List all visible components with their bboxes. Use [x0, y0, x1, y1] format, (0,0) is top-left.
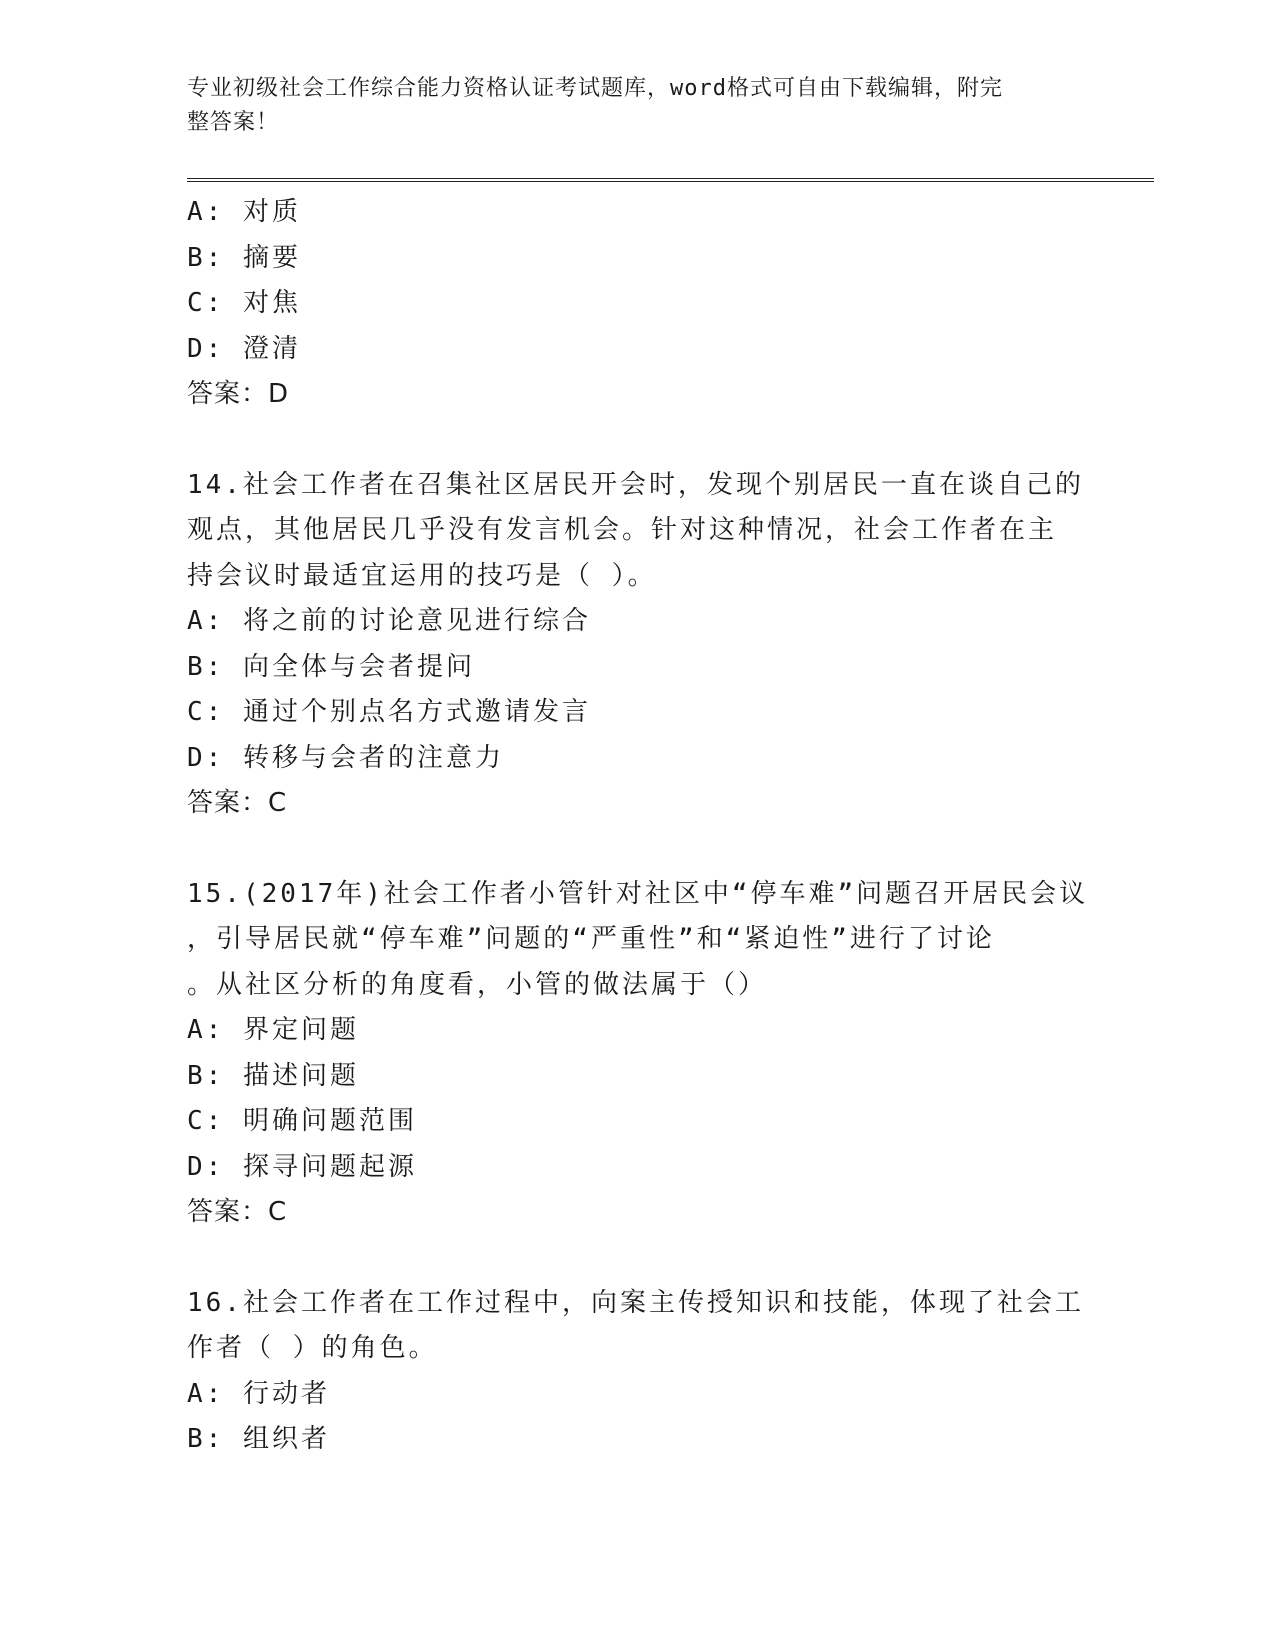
- question-13-block: [187, 190, 1087, 418]
- answer-line: 答案：D: [187, 379, 290, 409]
- question-text-line: 持会议时最适宜运用的技巧是（ ）。: [187, 560, 657, 591]
- header-line-2: 整答案！: [187, 110, 280, 135]
- option-a: A: 界定问题: [187, 1015, 359, 1045]
- option-a: A: 对质: [187, 197, 301, 227]
- question-text-line: 15.(2017年)社会工作者小管针对社区中“停车难”问题召开居民会议: [187, 878, 1089, 909]
- question-text-line: 作者（ ）的角色。: [187, 1333, 438, 1363]
- document-header: [187, 72, 1087, 140]
- question-15-block: [187, 872, 1087, 1236]
- option-d: D: 探寻问题起源: [187, 1151, 417, 1182]
- option-d: D: 澄清: [187, 333, 301, 364]
- header-divider: [187, 178, 1154, 182]
- option-c: C: 通过个别点名方式邀请发言: [187, 697, 591, 727]
- header-line-1: 专业初级社会工作综合能力资格认证考试题库，word格式可自由下载编辑，附完: [187, 76, 1003, 101]
- option-c: C: 对焦: [187, 288, 301, 318]
- question-text-line: 。从社区分析的角度看，小管的做法属于（）: [187, 969, 768, 1000]
- question-16-block: [187, 1281, 1087, 1463]
- option-b: B: 向全体与会者提问: [187, 651, 475, 682]
- answer-line: 答案：C: [187, 1197, 288, 1227]
- option-a: A: 将之前的讨论意见进行综合: [187, 606, 591, 636]
- option-b: B: 组织者: [187, 1424, 330, 1454]
- option-b: B: 摘要: [187, 242, 301, 273]
- option-a: A: 行动者: [187, 1378, 330, 1409]
- option-d: D: 转移与会者的注意力: [187, 742, 504, 773]
- option-c: C: 明确问题范围: [187, 1106, 417, 1136]
- question-text-line: 观点，其他居民几乎没有发言机会。针对这种情况，社会工作者在主: [187, 515, 1058, 545]
- question-14-block: [187, 463, 1087, 827]
- question-content: [187, 190, 1087, 1463]
- option-b: B: 描述问题: [187, 1060, 359, 1091]
- question-text-line: ，引导居民就“停车难”问题的“严重性”和“紧迫性”进行了讨论: [187, 924, 995, 954]
- question-text-line: 16.社会工作者在工作过程中，向案主传授知识和技能，体现了社会工: [187, 1287, 1084, 1318]
- answer-line: 答案：C: [187, 788, 288, 818]
- question-text-line: 14.社会工作者在召集社区居民开会时，发现个别居民一直在谈自己的: [187, 469, 1084, 500]
